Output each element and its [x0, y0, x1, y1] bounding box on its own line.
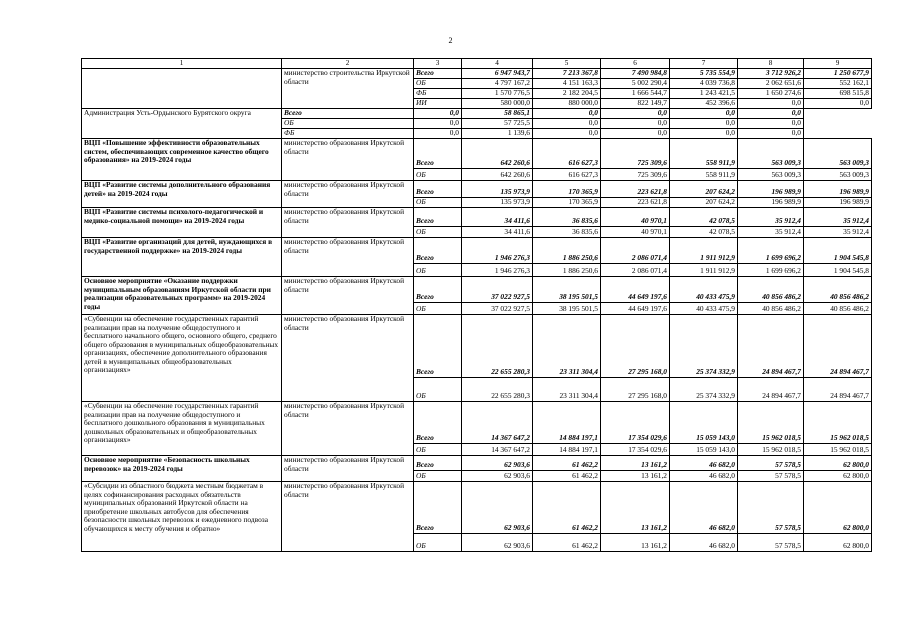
- amount-cell: 61 462,2: [533, 482, 601, 534]
- amount-cell: 57 578,5: [738, 482, 804, 534]
- measure-name: [82, 69, 282, 109]
- amount-cell: 62 800,0: [804, 456, 872, 471]
- amount-cell: 1 886 250,6: [533, 238, 601, 264]
- amount-cell: 452 396,6: [670, 99, 738, 109]
- amount-cell: 0,0: [601, 109, 670, 119]
- amount-cell: 1 243 421,5: [670, 89, 738, 99]
- amount-cell: 57 578,5: [738, 456, 804, 471]
- amount-cell: 0,0: [533, 129, 601, 139]
- amount-cell: 0,0: [738, 109, 804, 119]
- amount-cell: 40 856 486,2: [804, 277, 872, 303]
- funding-source: Всего: [414, 277, 462, 303]
- amount-cell: 62 800,0: [804, 534, 872, 552]
- measure-name: «Субвенции на обеспечение государственных гарантий реализации прав на получение общедоступного и бесплатного начального общего, основного общего, среднего общего образования в муниципальных общеобразовательных организациях, обеспечение дополнительного образования детей в муниципальных общеобразовательных организациях»: [82, 315, 282, 402]
- funding-source: ОБ: [414, 198, 462, 208]
- table-row: [82, 277, 872, 303]
- amount-cell: 135 973,9: [462, 181, 533, 198]
- amount-cell: 0,0: [738, 129, 804, 139]
- amount-cell: 0,0: [738, 99, 804, 109]
- amount-cell: 558 911,9: [670, 139, 738, 169]
- measure-name: ВЦП «Повышение эффективности образовательных систем, обеспечивающих современное качество общего образования» на 2019-2024 годы: [82, 139, 282, 181]
- amount-cell: 616 627,3: [533, 139, 601, 169]
- amount-cell: 2 086 071,4: [601, 264, 670, 277]
- funding-source: Всего: [414, 181, 462, 198]
- amount-cell: 6 947 943,7: [462, 69, 533, 79]
- amount-cell: 62 800,0: [804, 471, 872, 482]
- table-row: [82, 109, 872, 119]
- executor-name: министерство образования Иркутской области: [282, 139, 414, 181]
- amount-cell: 0,0: [533, 119, 601, 129]
- amount-cell: 563 009,3: [738, 169, 804, 181]
- amount-cell: 725 309,6: [601, 169, 670, 181]
- amount-cell: 62 903,6: [462, 534, 533, 552]
- amount-cell: 37 022 927,5: [462, 303, 533, 315]
- amount-cell: 38 195 501,5: [533, 277, 601, 303]
- amount-cell: 698 515,8: [804, 89, 872, 99]
- executor-name: министерство образования Иркутской области: [282, 402, 414, 456]
- amount-cell: 196 989,9: [738, 181, 804, 198]
- amount-cell: 46 682,0: [670, 471, 738, 482]
- amount-cell: 135 973,9: [462, 198, 533, 208]
- amount-cell: 1 911 912,9: [670, 264, 738, 277]
- amount-cell: 2 086 071,4: [601, 238, 670, 264]
- amount-cell: 558 911,9: [670, 169, 738, 181]
- amount-cell: 0,0: [601, 119, 670, 129]
- amount-cell: 35 912,4: [804, 227, 872, 238]
- funding-source: ОБ: [414, 444, 462, 456]
- amount-cell: 46 682,0: [670, 482, 738, 534]
- funding-source: Всего: [414, 482, 462, 534]
- amount-cell: 7 213 367,8: [533, 69, 601, 79]
- executor-name: министерство образования Иркутской области: [282, 456, 414, 482]
- amount-cell: 170 365,9: [533, 198, 601, 208]
- executor-name: министерство строительства Иркутской области: [282, 69, 414, 109]
- table-row: [82, 238, 872, 264]
- amount-cell: 27 295 168,0: [601, 378, 670, 402]
- amount-cell: 1 911 912,9: [670, 238, 738, 264]
- amount-cell: 642 260,6: [462, 169, 533, 181]
- column-header: 2: [282, 59, 414, 69]
- measure-name: «Субвенции на обеспечение государственных гарантий реализации прав на получение общедоступного и бесплатного дошкольного образования в муниципальных дошкольных образовательных и общеобразовательных организациях»: [82, 402, 282, 456]
- executor-name: министерство образования Иркутской области: [282, 277, 414, 315]
- amount-cell: 58 865,1: [462, 109, 533, 119]
- amount-cell: 0,0: [601, 129, 670, 139]
- executor-name: Администрация Усть-Ордынского Бурятского округа: [82, 109, 282, 139]
- amount-cell: 563 009,3: [804, 139, 872, 169]
- amount-cell: 42 078,5: [670, 227, 738, 238]
- column-header: 1: [82, 59, 282, 69]
- amount-cell: 7 490 984,8: [601, 69, 670, 79]
- amount-cell: 17 354 029,6: [601, 444, 670, 456]
- amount-cell: 4 039 736,8: [670, 79, 738, 89]
- funding-source: Всего: [414, 315, 462, 378]
- amount-cell: 13 161,2: [601, 471, 670, 482]
- amount-cell: 40 433 475,9: [670, 303, 738, 315]
- amount-cell: 25 374 332,9: [670, 315, 738, 378]
- table-row: [82, 456, 872, 471]
- amount-cell: 40 856 486,2: [738, 277, 804, 303]
- amount-cell: 46 682,0: [670, 534, 738, 552]
- amount-cell: 22 655 280,3: [462, 315, 533, 378]
- funding-source: Всего: [414, 208, 462, 227]
- funding-source: ОБ: [414, 303, 462, 315]
- amount-cell: 563 009,3: [738, 139, 804, 169]
- amount-cell: 37 022 927,5: [462, 277, 533, 303]
- amount-cell: 1 666 544,7: [601, 89, 670, 99]
- amount-cell: 14 367 647,2: [462, 402, 533, 444]
- column-header: 7: [670, 59, 738, 69]
- executor-name: министерство образования Иркутской области: [282, 238, 414, 277]
- amount-cell: 223 621,8: [601, 198, 670, 208]
- amount-cell: 1 886 250,6: [533, 264, 601, 277]
- measure-name: ВЦП «Развитие системы дополнительного образования детей» на 2019-2024 годы: [82, 181, 282, 208]
- measure-name: Основное мероприятие «Безопасность школьных перевозок» на 2019-2024 годы: [82, 456, 282, 482]
- table-row: [82, 208, 872, 227]
- amount-cell: 15 059 143,0: [670, 444, 738, 456]
- table-row: [82, 69, 872, 79]
- amount-cell: 57 578,5: [738, 471, 804, 482]
- table-header-row: [82, 59, 872, 69]
- amount-cell: 24 894 467,7: [738, 315, 804, 378]
- funding-source: ИИ: [414, 99, 462, 109]
- table-row: [82, 315, 872, 378]
- column-header: 4: [462, 59, 533, 69]
- funding-source: ОБ: [414, 378, 462, 402]
- amount-cell: 27 295 168,0: [601, 315, 670, 378]
- funding-source: ОБ: [414, 169, 462, 181]
- amount-cell: 3 712 926,2: [738, 69, 804, 79]
- amount-cell: 40 970,1: [601, 227, 670, 238]
- amount-cell: 1 139,6: [462, 129, 533, 139]
- column-header: 8: [738, 59, 804, 69]
- amount-cell: 35 912,4: [804, 208, 872, 227]
- amount-cell: 0,0: [414, 119, 462, 129]
- amount-cell: 42 078,5: [670, 208, 738, 227]
- amount-cell: 0,0: [804, 99, 872, 109]
- amount-cell: 24 894 467,7: [804, 315, 872, 378]
- amount-cell: 57 725,5: [462, 119, 533, 129]
- amount-cell: 1 250 677,9: [804, 69, 872, 79]
- amount-cell: 170 365,9: [533, 181, 601, 198]
- amount-cell: 642 260,6: [462, 139, 533, 169]
- amount-cell: 15 962 018,5: [804, 444, 872, 456]
- amount-cell: 1 946 276,3: [462, 238, 533, 264]
- column-header: 6: [601, 59, 670, 69]
- amount-cell: 25 374 332,9: [670, 378, 738, 402]
- amount-cell: 1 904 545,8: [804, 238, 872, 264]
- amount-cell: 1 699 696,2: [738, 264, 804, 277]
- amount-cell: 14 884 197,1: [533, 402, 601, 444]
- column-header: 9: [804, 59, 872, 69]
- amount-cell: 34 411,6: [462, 227, 533, 238]
- amount-cell: 62 903,6: [462, 471, 533, 482]
- executor-name: министерство образования Иркутской области: [282, 208, 414, 238]
- funding-source: ОБ: [414, 471, 462, 482]
- measure-name: Основное мероприятие «Оказание поддержки муниципальным образованиям Иркутской области при реализации образовательных программ» на 2019-2024 годы: [82, 277, 282, 315]
- amount-cell: 0,0: [414, 109, 462, 119]
- funding-source: ОБ: [414, 227, 462, 238]
- page-number: 2: [448, 36, 453, 45]
- amount-cell: 0,0: [670, 129, 738, 139]
- amount-cell: 552 162,1: [804, 79, 872, 89]
- amount-cell: 223 621,8: [601, 181, 670, 198]
- funding-source: Всего: [414, 69, 462, 79]
- amount-cell: 5 002 290,4: [601, 79, 670, 89]
- amount-cell: 62 903,6: [462, 456, 533, 471]
- amount-cell: 0,0: [533, 109, 601, 119]
- amount-cell: 880 000,0: [533, 99, 601, 109]
- funding-source: ОБ: [414, 534, 462, 552]
- table-body: [82, 59, 872, 552]
- budget-table: [81, 58, 872, 552]
- amount-cell: 0,0: [738, 119, 804, 129]
- amount-cell: 580 000,0: [462, 99, 533, 109]
- amount-cell: 196 989,9: [804, 198, 872, 208]
- table-row: [82, 482, 872, 534]
- amount-cell: 44 649 197,6: [601, 277, 670, 303]
- amount-cell: 46 682,0: [670, 456, 738, 471]
- amount-cell: 35 912,4: [738, 208, 804, 227]
- amount-cell: 44 649 197,6: [601, 303, 670, 315]
- amount-cell: 2 182 204,5: [533, 89, 601, 99]
- executor-name: министерство образования Иркутской области: [282, 181, 414, 208]
- funding-source: Всего: [414, 238, 462, 264]
- amount-cell: 40 856 486,2: [738, 303, 804, 315]
- funding-source: ОБ: [282, 119, 414, 129]
- column-header: 3: [414, 59, 462, 69]
- amount-cell: 15 962 018,5: [804, 402, 872, 444]
- amount-cell: 616 627,3: [533, 169, 601, 181]
- amount-cell: 13 161,2: [601, 482, 670, 534]
- executor-name: министерство образования Иркутской области: [282, 482, 414, 552]
- amount-cell: 24 894 467,7: [804, 378, 872, 402]
- funding-source: Всего: [414, 402, 462, 444]
- amount-cell: 563 009,3: [804, 169, 872, 181]
- amount-cell: 1 946 276,3: [462, 264, 533, 277]
- measure-name: ВЦП «Развитие системы психолого-педагогической и медико-социальной помощи» на 2019-2024 годы: [82, 208, 282, 238]
- funding-source: ОБ: [414, 264, 462, 277]
- table-row: [82, 402, 872, 444]
- measure-name: ВЦП «Развитие организаций для детей, нуждающихся в государственной поддержке» на 2019-2024 годы: [82, 238, 282, 277]
- amount-cell: 1 650 274,6: [738, 89, 804, 99]
- amount-cell: 57 578,5: [738, 534, 804, 552]
- amount-cell: 23 311 304,4: [533, 315, 601, 378]
- table-row: [82, 139, 872, 169]
- amount-cell: 1 570 776,5: [462, 89, 533, 99]
- measure-name: «Субсидии из областного бюджета местным бюджетам в целях софинансирования расходных обязательств муниципальных образований Иркутской области на приобретение школьных автобусов для обеспечения безопасности школьных перевозок и ежедневного подвоза обучающихся к месту обучения и обратно»: [82, 482, 282, 552]
- executor-name: министерство образования Иркутской области: [282, 315, 414, 402]
- amount-cell: 2 062 651,6: [738, 79, 804, 89]
- amount-cell: 15 962 018,5: [738, 402, 804, 444]
- amount-cell: 35 912,4: [738, 227, 804, 238]
- amount-cell: 15 059 143,0: [670, 402, 738, 444]
- amount-cell: 61 462,2: [533, 456, 601, 471]
- amount-cell: 822 149,7: [601, 99, 670, 109]
- amount-cell: 0,0: [670, 109, 738, 119]
- amount-cell: 34 411,6: [462, 208, 533, 227]
- table-row: [82, 181, 872, 198]
- amount-cell: 196 989,9: [804, 181, 872, 198]
- amount-cell: 13 161,2: [601, 456, 670, 471]
- amount-cell: 22 655 280,3: [462, 378, 533, 402]
- amount-cell: 0,0: [670, 119, 738, 129]
- amount-cell: 62 800,0: [804, 482, 872, 534]
- amount-cell: 62 903,6: [462, 482, 533, 534]
- amount-cell: 61 462,2: [533, 471, 601, 482]
- amount-cell: 207 624,2: [670, 181, 738, 198]
- amount-cell: 5 735 554,9: [670, 69, 738, 79]
- amount-cell: 61 462,2: [533, 534, 601, 552]
- amount-cell: 38 195 501,5: [533, 303, 601, 315]
- funding-source: Всего: [414, 139, 462, 169]
- amount-cell: 207 624,2: [670, 198, 738, 208]
- amount-cell: 36 835,6: [533, 208, 601, 227]
- column-header: 5: [533, 59, 601, 69]
- amount-cell: 40 433 475,9: [670, 277, 738, 303]
- amount-cell: 14 884 197,1: [533, 444, 601, 456]
- amount-cell: 13 161,2: [601, 534, 670, 552]
- amount-cell: 4 151 163,3: [533, 79, 601, 89]
- funding-source: ОБ: [414, 79, 462, 89]
- amount-cell: 15 962 018,5: [738, 444, 804, 456]
- amount-cell: 4 797 167,2: [462, 79, 533, 89]
- amount-cell: 40 856 486,2: [804, 303, 872, 315]
- amount-cell: 0,0: [414, 129, 462, 139]
- amount-cell: 14 367 647,2: [462, 444, 533, 456]
- funding-source: ФБ: [282, 129, 414, 139]
- amount-cell: 196 989,9: [738, 198, 804, 208]
- amount-cell: 36 835,6: [533, 227, 601, 238]
- amount-cell: 24 894 467,7: [738, 378, 804, 402]
- amount-cell: 725 309,6: [601, 139, 670, 169]
- funding-source: Всего: [282, 109, 414, 119]
- funding-source: Всего: [414, 456, 462, 471]
- amount-cell: 1 904 545,8: [804, 264, 872, 277]
- amount-cell: 40 970,1: [601, 208, 670, 227]
- amount-cell: 23 311 304,4: [533, 378, 601, 402]
- amount-cell: 1 699 696,2: [738, 238, 804, 264]
- amount-cell: 17 354 029,6: [601, 402, 670, 444]
- funding-source: ФБ: [414, 89, 462, 99]
